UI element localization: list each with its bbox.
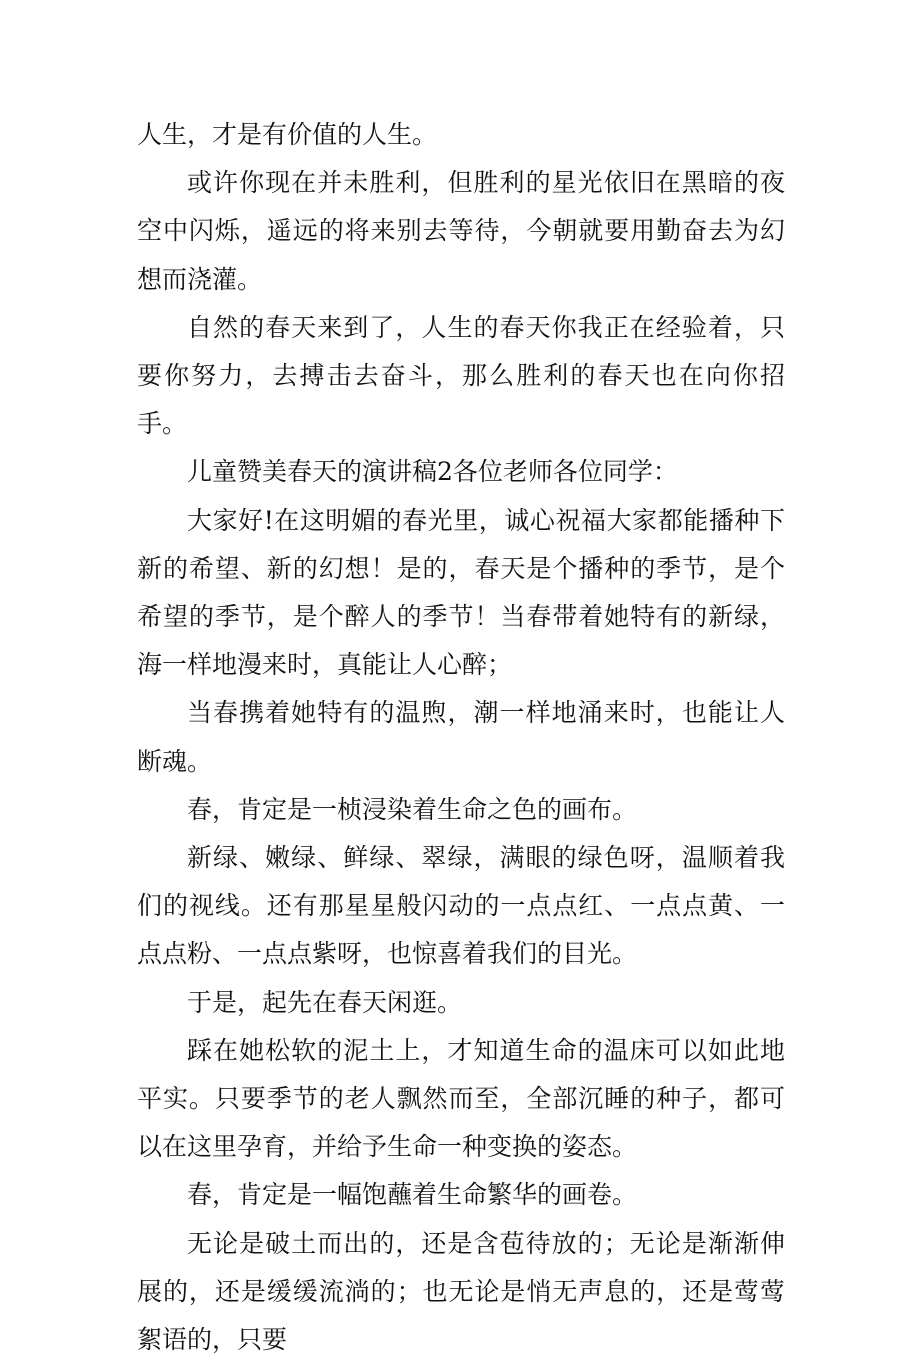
paragraph-5: 大家好!在这明媚的春光里，诚心祝福大家都能播种下新的希望、新的幻想！是的，春天是个播种的季节，是个希望的季节，是个醉人的季节！当春带着她特有的新绿，海一样地漫来时，真能让人心醉； (137, 505, 785, 680)
paragraph-3: 自然的春天来到了，人生的春天你我正在经验着，只要你努力，去搏击去奋斗，那么胜利的春天也在向你招手。 (137, 312, 785, 439)
paragraph-11: 春，肯定是一幅饱蘸着生命繁华的画卷。 (187, 1180, 638, 1210)
paragraph-9: 于是，起先在春天闲逛。 (187, 987, 463, 1017)
paragraph-4-heading: 儿童赞美春天的演讲稿2各位老师各位同学： (187, 457, 678, 487)
paragraph-7: 春，肯定是一桢浸染着生命之色的画布。 (187, 794, 638, 824)
paragraph-2: 或许你现在并未胜利，但胜利的星光依旧在黑暗的夜空中闪烁，遥远的将来别去等待，今朝就要用勤奋去为幻想而浇灌。 (137, 168, 785, 294)
document-body (137, 111, 785, 1364)
paragraph-6: 当春携着她特有的温煦，潮一样地涌来时，也能让人断魂。 (137, 698, 785, 776)
paragraph-12: 无论是破土而出的，还是含苞待放的；无论是渐渐伸展的，还是缓缓流淌的；也无论是悄无声息的，还是莺莺絮语的，只要 (137, 1228, 785, 1355)
paragraph-10: 踩在她松软的泥土上，才知道生命的温床可以如此地平实。只要季节的老人飘然而至，全部沉睡的种子，都可以在这里孕育，并给予生命一种变换的姿态。 (137, 1035, 785, 1162)
paragraph-1: 人生，才是有价值的人生。 (137, 120, 438, 149)
paragraph-8: 新绿、嫩绿、鲜绿、翠绿，满眼的绿色呀，温顺着我们的视线。还有那星星般闪动的一点点红、一点点黄、一点点粉、一点点紫呀，也惊喜着我们的目光。 (137, 843, 785, 969)
